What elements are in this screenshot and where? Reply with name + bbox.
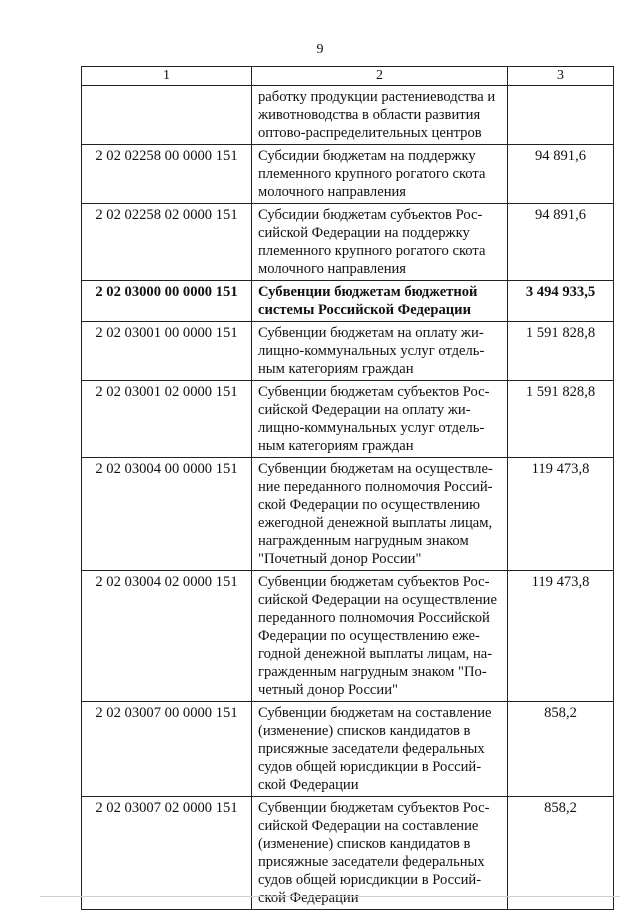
- description-line: судов общей юрисдикции в Россий-: [258, 759, 482, 775]
- amount-cell: 858,2: [508, 702, 614, 797]
- table-header: [82, 67, 614, 86]
- description-line: Субсидии бюджетам на поддержку: [258, 148, 476, 164]
- description-line: Субвенции бюджетам субъектов Рос-: [258, 800, 490, 816]
- description-line: сийской Федерации на оплату жи-: [258, 402, 471, 418]
- description-line: "Почетный донор России": [258, 551, 422, 567]
- description-cell: [252, 797, 508, 910]
- budget-code-cell: [82, 86, 252, 145]
- table-row: [82, 145, 614, 204]
- budget-code-cell: 2 02 03007 00 0000 151: [82, 702, 252, 797]
- budget-code-cell: 2 02 02258 00 0000 151: [82, 145, 252, 204]
- budget-code-cell: 2 02 03001 00 0000 151: [82, 322, 252, 381]
- description-line: Субвенции бюджетам на составление: [258, 705, 492, 721]
- description-line: Субвенции бюджетам субъектов Рос-: [258, 384, 490, 400]
- description-cell: [252, 458, 508, 571]
- budget-code-cell: 2 02 03007 02 0000 151: [82, 797, 252, 910]
- description-line: оптово-распределительных центров: [258, 125, 482, 141]
- description-line: ным категориям граждан: [258, 438, 414, 454]
- page-number: 9: [316, 42, 324, 57]
- amount-cell: 3 494 933,5: [508, 281, 614, 322]
- table-row: [82, 458, 614, 571]
- budget-code-cell: 2 02 03001 02 0000 151: [82, 381, 252, 458]
- amount-cell: 1 591 828,8: [508, 381, 614, 458]
- description-cell: [252, 86, 508, 145]
- description-line: четный донор России": [258, 682, 398, 698]
- table-body: [82, 86, 614, 910]
- header-row: [82, 67, 614, 86]
- description-line: ным категориям граждан: [258, 361, 414, 377]
- description-cell: [252, 145, 508, 204]
- description-line: работку продукции растениеводства и: [258, 89, 496, 105]
- description-line: сийской Федерации на поддержку: [258, 225, 470, 241]
- description-line: присяжные заседатели федеральных: [258, 854, 485, 870]
- description-line: молочного направления: [258, 184, 407, 200]
- table-row: [82, 322, 614, 381]
- description-line: лищно-коммунальных услуг отдель-: [258, 420, 485, 436]
- table-row: [82, 86, 614, 145]
- description-line: (изменение) списков кандидатов в: [258, 723, 471, 739]
- description-line: Субсидии бюджетам субъектов Рос-: [258, 207, 483, 223]
- budget-table: [81, 66, 614, 910]
- description-line: награжденным нагрудным знаком: [258, 533, 469, 549]
- description-line: ежегодной денежной выплаты лицам,: [258, 515, 493, 531]
- description-line: гражденным нагрудным знаком "По-: [258, 664, 487, 680]
- description-line: системы Российской Федерации: [258, 302, 471, 318]
- description-cell: [252, 322, 508, 381]
- description-cell: [252, 204, 508, 281]
- bottom-rule: [40, 896, 620, 897]
- table-row: [82, 797, 614, 910]
- description-line: ской Федерации: [258, 890, 359, 906]
- amount-cell: 94 891,6: [508, 145, 614, 204]
- description-line: животноводства в области развития: [258, 107, 481, 123]
- description-cell: [252, 702, 508, 797]
- description-line: присяжные заседатели федеральных: [258, 741, 485, 757]
- description-cell: [252, 281, 508, 322]
- budget-code-cell: 2 02 02258 02 0000 151: [82, 204, 252, 281]
- amount-cell: 119 473,8: [508, 571, 614, 702]
- header-col-1: 1: [82, 67, 252, 86]
- description-line: сийской Федерации на составление: [258, 818, 479, 834]
- description-line: годной денежной выплаты лицам, на-: [258, 646, 493, 662]
- table-row: [82, 702, 614, 797]
- budget-code-cell: 2 02 03004 00 0000 151: [82, 458, 252, 571]
- table-row: [82, 571, 614, 702]
- description-line: племенного крупного рогатого скота: [258, 243, 486, 259]
- description-cell: [252, 381, 508, 458]
- description-line: Субвенции бюджетам субъектов Рос-: [258, 574, 490, 590]
- description-cell: [252, 571, 508, 702]
- table-row: [82, 281, 614, 322]
- description-line: переданного полномочия Российской: [258, 610, 490, 626]
- description-line: Субвенции бюджетам бюджетной: [258, 284, 478, 300]
- description-line: Субвенции бюджетам на оплату жи-: [258, 325, 484, 341]
- description-line: ской Федерации по осуществлению: [258, 497, 481, 513]
- budget-code-cell: 2 02 03004 02 0000 151: [82, 571, 252, 702]
- description-line: ние переданного полномочия Россий-: [258, 479, 493, 495]
- description-line: молочного направления: [258, 261, 407, 277]
- amount-cell: [508, 86, 614, 145]
- description-line: Субвенции бюджетам на осуществле-: [258, 461, 493, 477]
- header-col-3: 3: [508, 67, 614, 86]
- description-line: (изменение) списков кандидатов в: [258, 836, 471, 852]
- description-line: племенного крупного рогатого скота: [258, 166, 486, 182]
- header-col-2: 2: [252, 67, 508, 86]
- description-line: сийской Федерации на осуществление: [258, 592, 497, 608]
- description-line: ской Федерации: [258, 777, 359, 793]
- description-line: лищно-коммунальных услуг отдель-: [258, 343, 485, 359]
- budget-code-cell: 2 02 03000 00 0000 151: [82, 281, 252, 322]
- description-line: Федерации по осуществлению еже-: [258, 628, 480, 644]
- description-line: судов общей юрисдикции в Россий-: [258, 872, 482, 888]
- amount-cell: 858,2: [508, 797, 614, 910]
- table-row: [82, 381, 614, 458]
- amount-cell: 1 591 828,8: [508, 322, 614, 381]
- amount-cell: 94 891,6: [508, 204, 614, 281]
- amount-cell: 119 473,8: [508, 458, 614, 571]
- table-row: [82, 204, 614, 281]
